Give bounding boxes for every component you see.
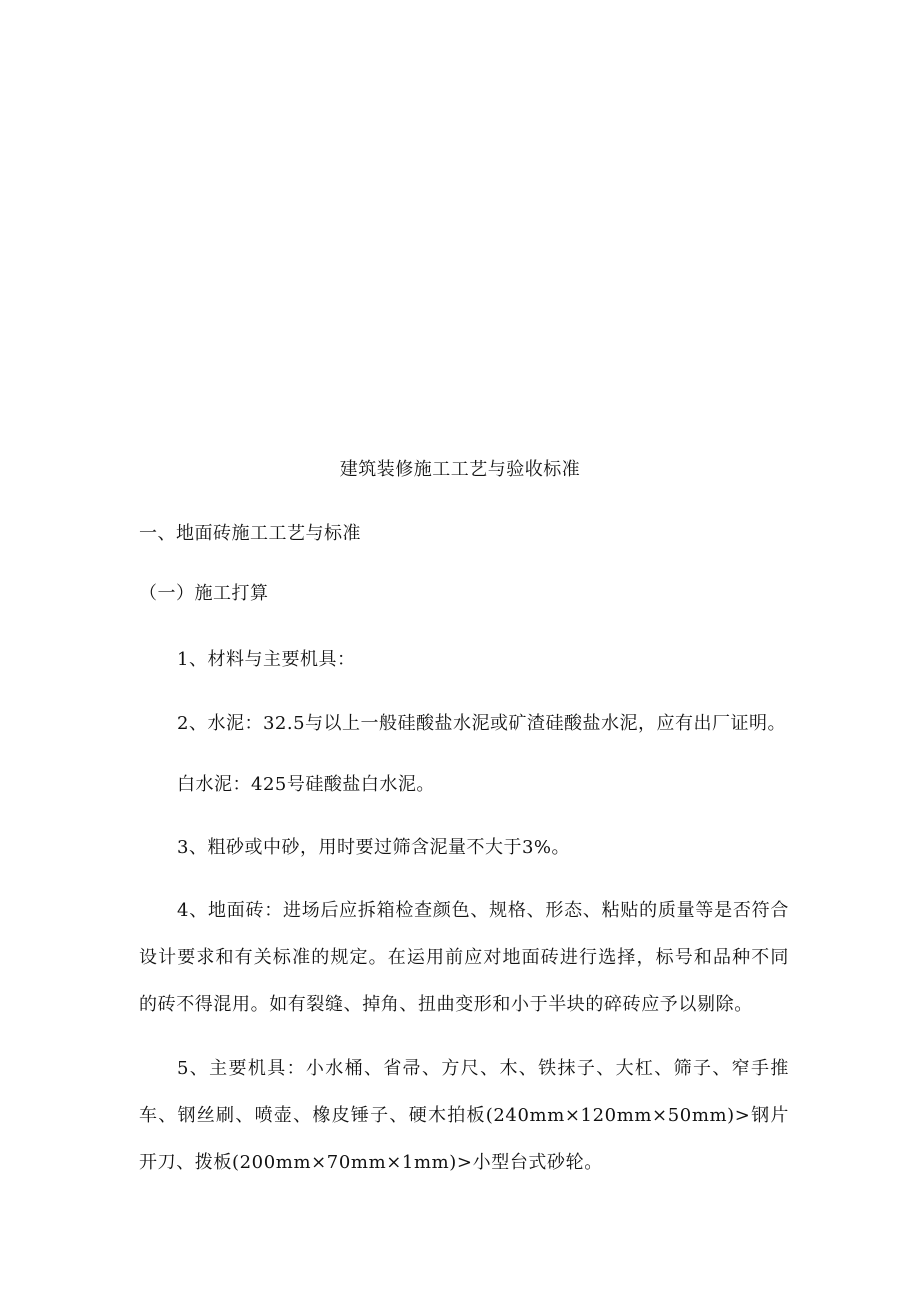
item-5: 5、主要机具：小水桶、省帚、方尺、木、铁抹子、大杠、筛子、窄手推车、钢丝刷、喷壶、橡皮锤子、硬木拍板(240mm×120mm×50mm)>钢片开刀、拨板(200mm×70mm×1mm)>小型台式砂轮。: [139, 1058, 789, 1173]
section-heading: 一、地面砖施工工艺与标准: [139, 523, 361, 544]
item-2-cont: 白水泥：425号硅酸盐白水泥。: [177, 774, 435, 795]
subsection-heading: （一）施工打算: [139, 583, 269, 604]
item-3: 3、粗砂或中砂，用时要过筛含泥量不大于3%。: [177, 837, 571, 858]
item-2: 2、水泥：32.5与以上一般硅酸盐水泥或矿渣硅酸盐水泥，应有出厂证明。: [177, 713, 787, 734]
item-4: 4、地面砖：进场后应拆箱检查颜色、规格、形态、粘贴的质量等是否符合设计要求和有关标准的规定。在运用前应对地面砖进行选择，标号和品种不同的砖不得混用。如有裂缝、掉角、扭曲变形和小于半块的碎砖应予以剔除。: [139, 900, 789, 1015]
document-title: 建筑装修施工工艺与验收标准: [339, 459, 581, 480]
item-1: 1、材料与主要机具：: [177, 649, 356, 670]
